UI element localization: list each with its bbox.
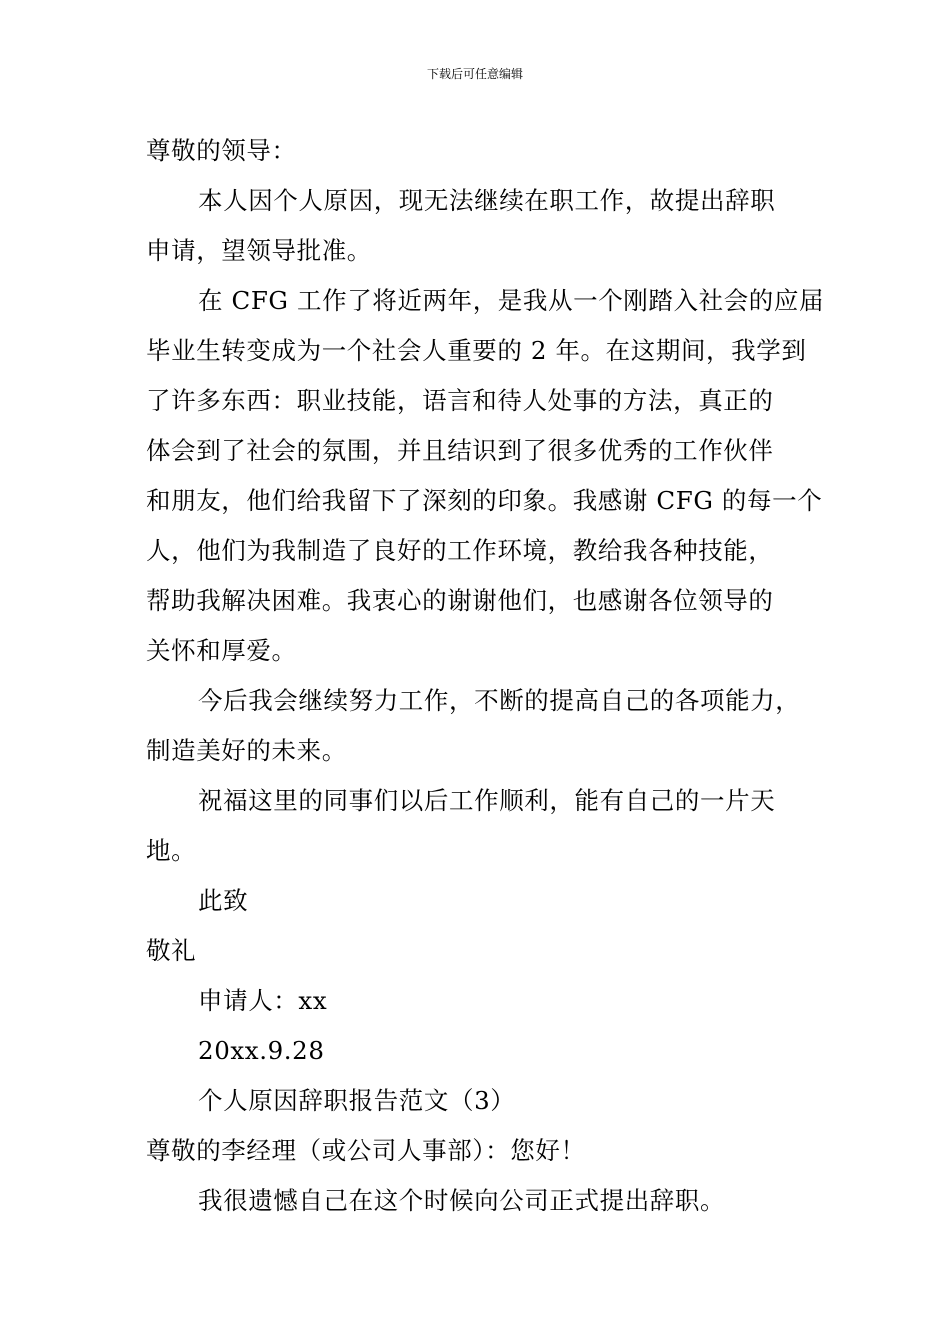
paragraph-line: 本人因个人原因，现无法继续在职工作，故提出辞职 (198, 186, 776, 215)
paragraph-line: 毕业生转变成为一个社会人重要的 2 年。在这期间，我学到 (146, 336, 807, 365)
salutation: 尊敬的领导： (146, 136, 297, 165)
section-title: 个人原因辞职报告范文（3） (198, 1086, 516, 1115)
paragraph-line: 今后我会继续努力工作，不断的提高自己的各项能力， (198, 686, 801, 715)
paragraph-line: 和朋友，他们给我留下了深刻的印象。我感谢 CFG 的每一个 (146, 486, 823, 515)
paragraph-line: 人，他们为我制造了良好的工作环境，教给我各种技能， (146, 536, 774, 565)
closing-line: 敬礼 (146, 936, 197, 965)
applicant-line: 申请人：xx (198, 986, 328, 1015)
paragraph-line: 制造美好的未来。 (146, 736, 347, 765)
paragraph-line: 我很遗憾自己在这个时候向公司正式提出辞职。 (198, 1186, 726, 1215)
paragraph-line: 体会到了社会的氛围，并且结识到了很多优秀的工作伙伴 (146, 436, 774, 465)
paragraph-line: 帮助我解决困难。我衷心的谢谢他们，也感谢各位领导的 (146, 586, 774, 615)
salutation: 尊敬的李经理（或公司人事部）：您好！ (146, 1136, 586, 1165)
date-line: 20xx.9.28 (198, 1036, 325, 1065)
paragraph-line: 了许多东西：职业技能，语言和待人处事的方法，真正的 (146, 386, 774, 415)
paragraph-line: 地。 (146, 836, 197, 865)
paragraph-line: 在 CFG 工作了将近两年，是我从一个刚踏入社会的应届 (198, 286, 825, 315)
paragraph-line: 关怀和厚爱。 (146, 636, 297, 665)
closing-line: 此致 (198, 886, 249, 915)
paragraph-line: 申请，望领导批准。 (146, 236, 372, 265)
paragraph-line: 祝福这里的同事们以后工作顺利，能有自己的一片天 (198, 786, 776, 815)
page-header: 下载后可任意编辑 (426, 67, 523, 81)
